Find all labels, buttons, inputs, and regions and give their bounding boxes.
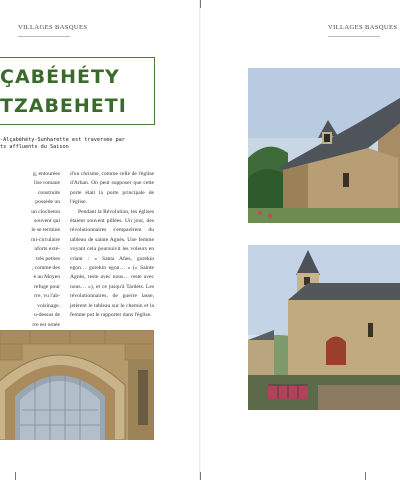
left-column-line: rre, vu l'ab- (34, 293, 60, 300)
right-text-column (70, 170, 154, 321)
left-column-line: u-dessus de (34, 312, 60, 319)
running-head-left: VILLAGES BASQUES (18, 24, 88, 31)
left-column-line: rre est ornée (32, 321, 60, 328)
left-column-line: le se termine (31, 227, 60, 234)
left-column-line: voisinage. (37, 302, 60, 309)
left-column-line: un clocheton (31, 208, 60, 215)
page-title-line-1: ÇABÉHÉTY (0, 66, 120, 88)
left-column-line: , comme des (31, 265, 60, 272)
church-exterior-photo (248, 68, 400, 223)
left-column-line: souvent qui (34, 218, 60, 225)
church-bell-tower-photo (248, 245, 400, 410)
left-column-line: g, entourées (32, 171, 60, 177)
subtitle-line-1: -Alçabéhéty-Sunharette est traversée par (0, 137, 125, 143)
left-column-line: mi-circulaire (31, 236, 60, 243)
subtitle-line-2: ts affluents du Saison (0, 144, 69, 150)
page-title-line-2: TZABEHETI (0, 95, 127, 117)
left-column-line: lise romane (34, 180, 60, 187)
crop-mark-bottom-right (15, 472, 16, 480)
right-page (201, 0, 400, 480)
left-text-column (0, 170, 60, 330)
left-column-line: nforts exté- (34, 246, 60, 253)
church-arch-door-photo (0, 330, 154, 440)
crop-mark-bottom-left (200, 472, 201, 480)
left-column-line: très petites (35, 255, 60, 262)
crop-mark-top-right (365, 472, 366, 480)
left-column-line: refuge pour (34, 283, 60, 290)
paragraph-2: Pendant la Révolution, les églises étaient souvent pillées. Un jour, des révolutionnaires s'emparèrent du tableau de sainte Agnès. Une femme voyant cela poursuivit les voleurs en criant : « Santa Añes, gurekin egon… gurekin egon… » (« Sainte Agnès, reste avec nous… reste avec nous… »), et ce jusqu'à Tardets. Les révolutionnaires, de guerre lasse, jetèrent le tableau sur le chemin et la femme put le rapporter dans l'église. (70, 208, 154, 319)
left-column-line: construite (37, 189, 60, 196)
left-page (0, 0, 199, 480)
paragraph-1: d'un chrisme, comme celle de l'église d'Arhan. On peut supposer que cette porte était la porte principale de l'église. (70, 171, 154, 206)
left-column-line: possède un (35, 199, 60, 206)
running-rule-right (328, 36, 380, 37)
left-column-line: e au Moyen (33, 274, 60, 281)
running-head-right: VILLAGES BASQUES (328, 24, 398, 31)
crop-mark-top-left (200, 0, 201, 8)
running-rule-left (18, 36, 70, 37)
